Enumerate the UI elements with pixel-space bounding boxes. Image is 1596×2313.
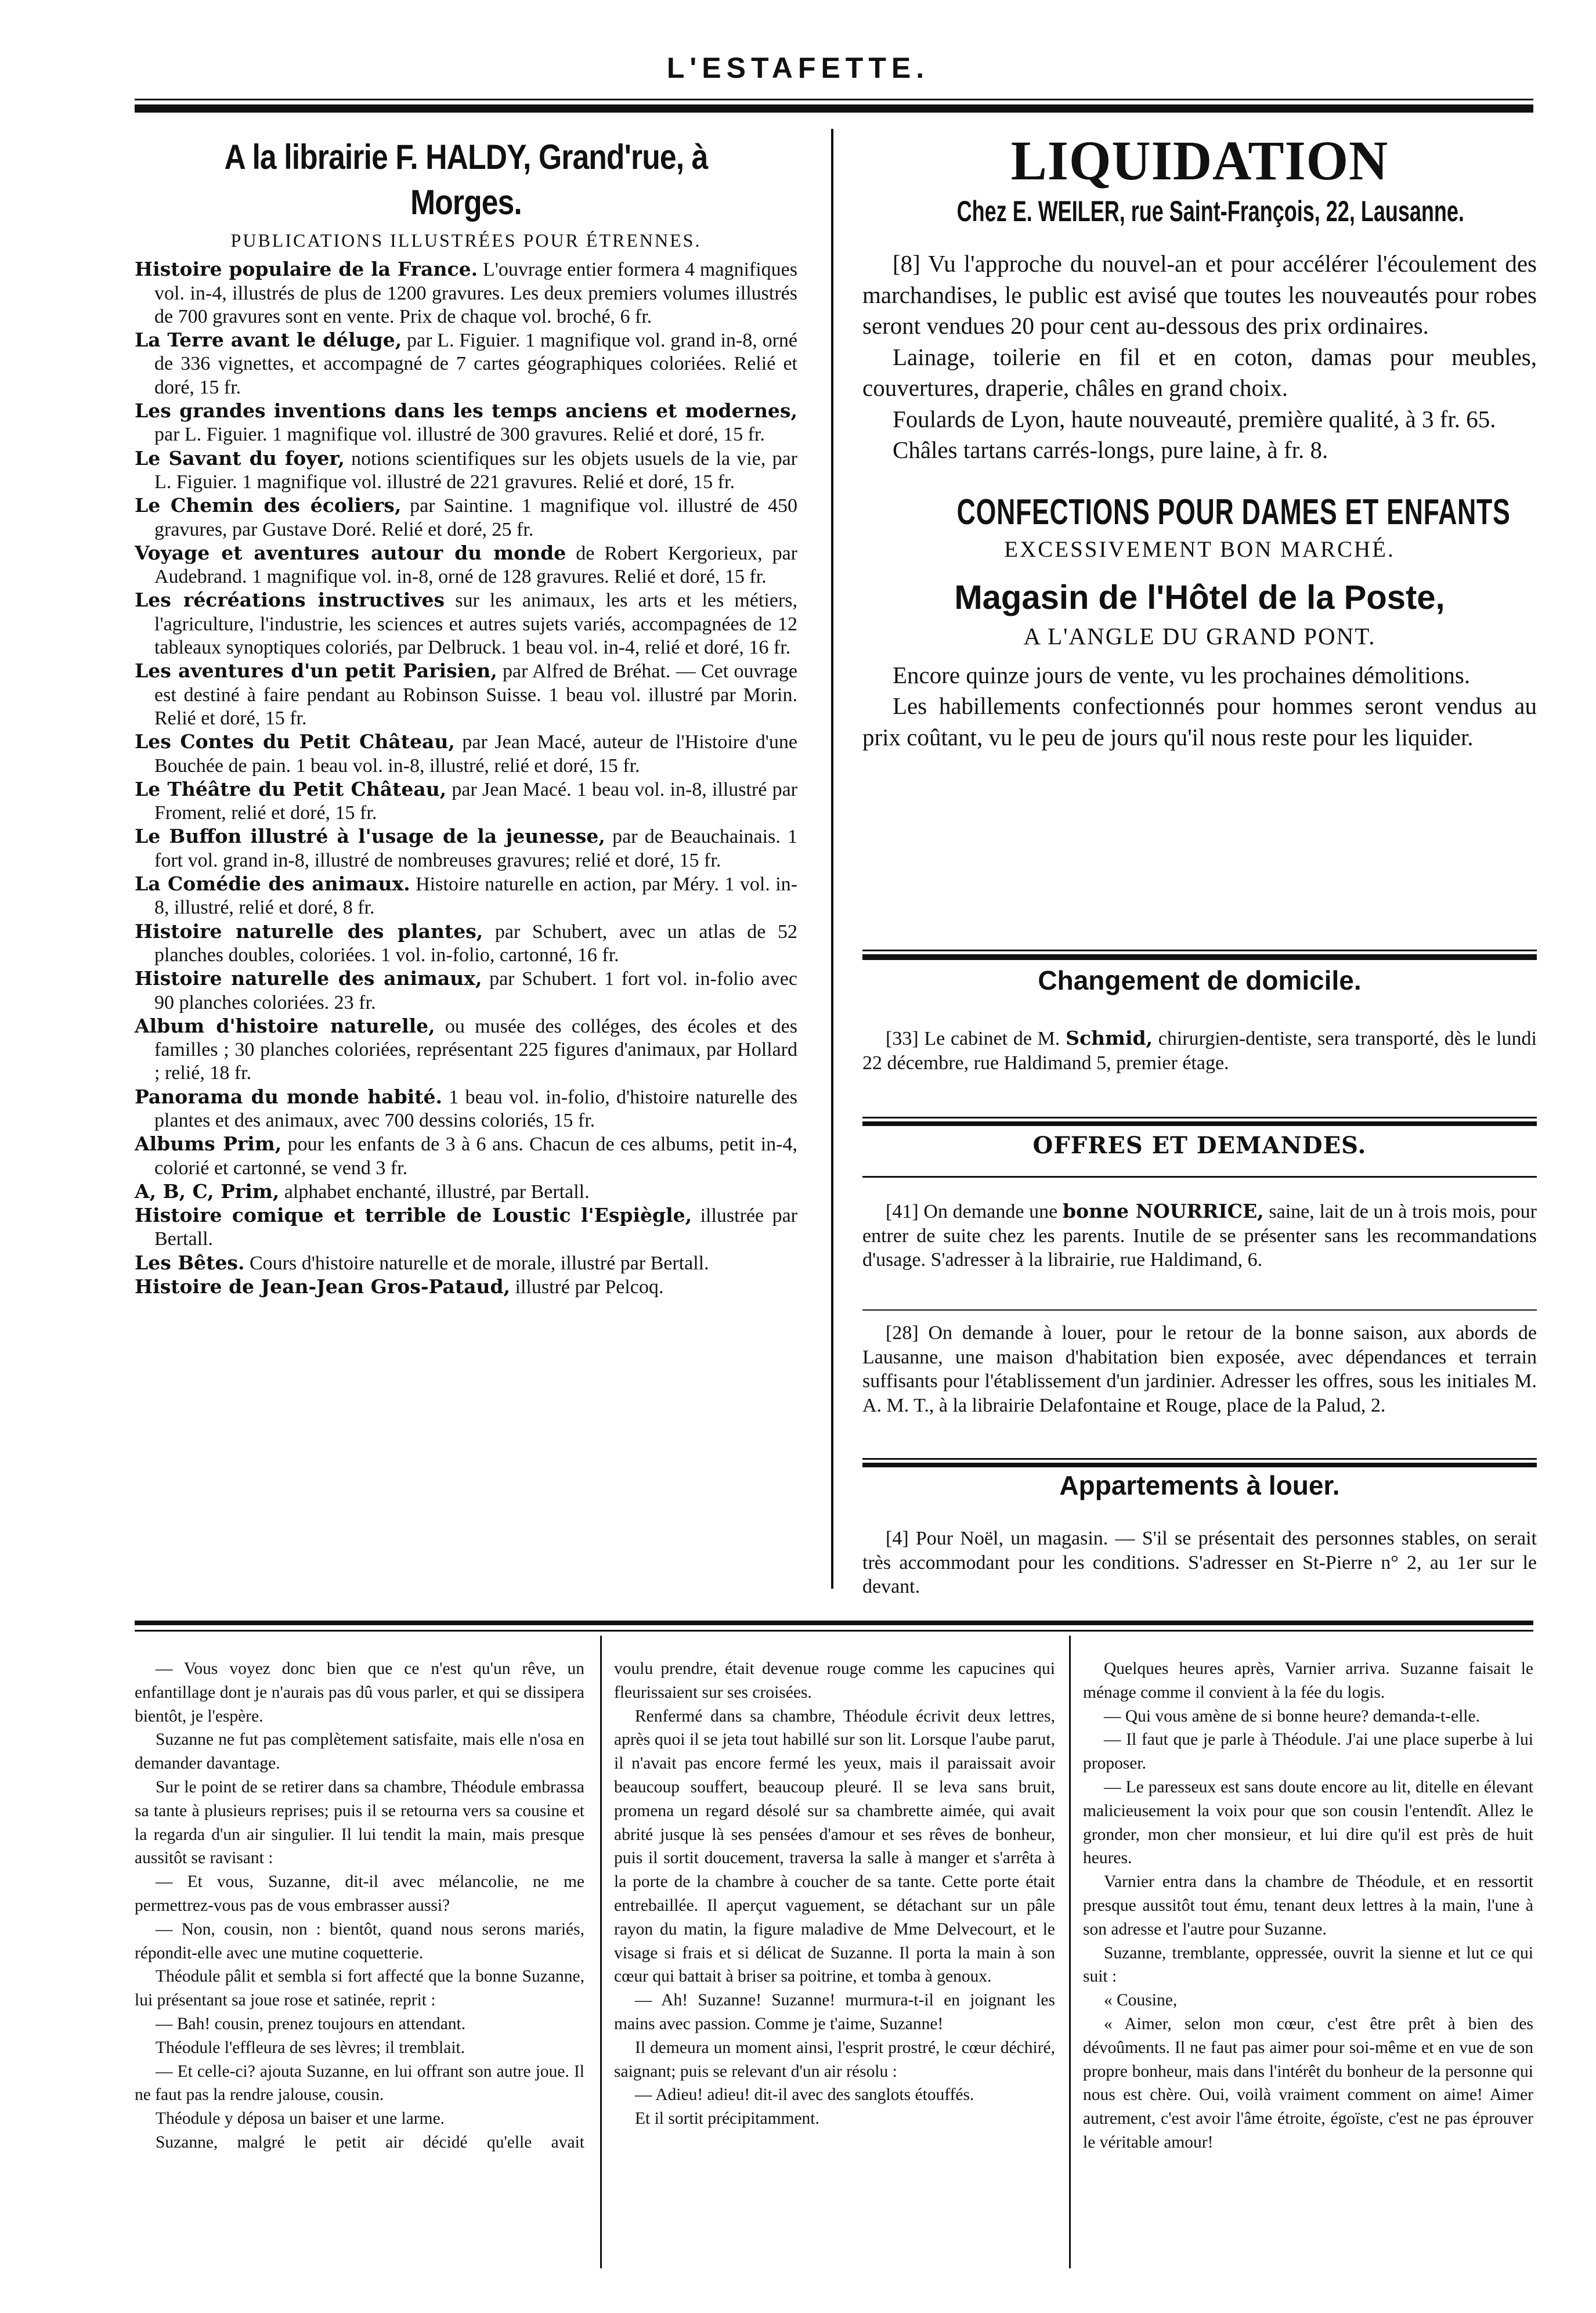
feuilleton-paragraph: voulu prendre, était devenue rouge comme les capucines qui fleurissaient sur ses croisées.	[614, 1659, 1055, 1702]
book-title: Histoire de Jean-Jean Gros-Pataud,	[135, 1275, 511, 1298]
book-description: par Jean Macé. 1 beau vol. in-8, illustré par Froment, relié et doré, 15 fr.	[154, 778, 797, 824]
book-title: A, B, C, Prim,	[135, 1179, 280, 1203]
offre-nourrice	[862, 1199, 1537, 1272]
feuilleton-paragraph: Renfermé dans sa chambre, Théodule écrivit deux lettres, après quoi il se jeta tout habillé sur son lit. Lorsque l'aube parut, il n'avait pas encore fermé les yeux, mais il paraissait avoir beaucoup souffert, beaucoup pleuré. Il se leva sans bruit, promena un regard désolé sur sa chambrette aimée, qui avait abrité jusque là ses pensées d'amour et ses rêves de bonheur, puis il sortit doucement, traversa la salle à manger et s'arrêta à la porte de la chambre à coucher de sa tante. Cette porte était entrebaillée. Il aperçut vaguement, se détachant sur un pâle rayon du matin, la figure maladive de Mme Delvecourt, et le visage si frais et si délicat de Suzanne. Il porta la main à son cœur qui battait à briser sa poitrine, et tomba à genoux.	[614, 1706, 1055, 1986]
section-rule	[862, 1117, 1537, 1118]
liquidation-title: LIQUIDATION	[1010, 129, 1389, 192]
book-entry	[135, 1251, 797, 1275]
changement-name: Schmid,	[1066, 1027, 1153, 1049]
book-title: Les Bêtes.	[135, 1251, 245, 1274]
masthead-rule-thin	[135, 99, 1533, 100]
book-entry	[135, 1180, 797, 1204]
book-title: Histoire naturelle des plantes,	[135, 919, 483, 943]
haldy-header: A la librairie F. HALDY, Grand'rue, à Morges.	[224, 138, 708, 222]
feuilleton-paragraph: — Qui vous amène de si bonne heure? demanda-t-elle.	[1104, 1706, 1480, 1726]
section-rule	[862, 1176, 1537, 1178]
book-title: La Comédie des animaux.	[135, 872, 410, 896]
book-entry	[135, 1015, 797, 1085]
book-title: Le Buffon illustré à l'usage de la jeunesse,	[135, 825, 605, 848]
book-description: ou musée des colléges, des écoles et des familles ; 30 planches coloriées, représentant 225 figures d'animaux, par Hollard ; relié, 18 fr.	[154, 1015, 798, 1084]
column-divider	[831, 129, 833, 1589]
book-entry	[135, 494, 797, 542]
book-description: Cours d'histoire naturelle et de morale, illustré par Bertall.	[244, 1252, 709, 1274]
section-rule	[862, 1309, 1537, 1311]
magasin-title: Magasin de l'Hôtel de la Poste,	[954, 578, 1445, 616]
book-entry	[135, 920, 797, 968]
feuilleton-paragraph: Et il sortit précipitamment.	[635, 2109, 819, 2128]
book-description: par Schubert, avec un atlas de 52 planches doubles, coloriées. 1 vol. in-folio, cartonné, 16 fr.	[154, 921, 797, 966]
section-rule	[862, 1121, 1537, 1126]
book-description: par L. Figuier. 1 magnifique vol. illustré de 300 gravures. Relié et doré, 15 fr.	[154, 424, 765, 446]
book-title: Le Savant du foyer,	[135, 446, 345, 470]
book-entry	[135, 258, 797, 329]
feuilleton-paragraph: Théodule pâlit et sembla si fort affecté que la bonne Suzanne, lui présentant sa joue rose et satinée, reprit :	[135, 1967, 584, 2010]
feuilleton-paragraph: Suzanne ne fut pas complètement satisfaite, mais elle n'osa en demander davantage.	[135, 1730, 584, 1773]
offres-title: OFFRES ET DEMANDES.	[1032, 1132, 1367, 1159]
section-rule	[862, 950, 1537, 951]
book-entry	[135, 542, 797, 589]
book-description: pour les enfants de 3 à 6 ans. Chacun de ces albums, petit in-4, colorié et cartonné, se vend 3 fr.	[154, 1134, 797, 1179]
book-description: L'ouvrage entier formera 4 magnifiques vol. in-4, illustrés de plus de 1200 gravures. Les deux premiers volumes illustrés de 700 gravures sont en vente. Prix de chaque vol. broché, 6 fr.	[154, 259, 797, 327]
book-description: de Robert Kergorieux, par Audebrand. 1 magnifique vol. in-8, orné de 128 gravures. Relié et doré, 15 fr.	[154, 542, 798, 588]
section-rule	[862, 954, 1537, 960]
book-title: Le Chemin des écoliers,	[135, 494, 402, 517]
book-entry	[135, 1204, 797, 1251]
weiler-address: Chez E. WEILER, rue Saint-François, 22, Lausanne.	[956, 195, 1464, 228]
book-entry	[135, 659, 797, 730]
haldy-advertisement	[135, 135, 797, 1299]
feuilleton-paragraph: — Vous voyez donc bien que ce n'est qu'un rêve, un enfantillage dont je n'aurais pas dû vous parler, et qui se dissipera bientôt, je l'espère.	[135, 1659, 584, 1726]
book-entry	[135, 399, 797, 447]
masthead-title: L'ESTAFETTE.	[666, 52, 930, 84]
feuilleton-column-2	[614, 1657, 1055, 2131]
book-description: 1 beau vol. in-folio, d'histoire naturelle des plantes et des animaux, avec 700 dessins coloriés, 15 fr.	[154, 1086, 797, 1131]
feuilleton-paragraph: — Et vous, Suzanne, dit-il avec mélancolie, ne me permettrez-vous pas de vous embrasser aussi?	[135, 1872, 584, 1915]
feuilleton-paragraph: Il demeura un moment ainsi, l'esprit prostré, le cœur déchiré, saignant; puis se relevant d'un air résolu :	[614, 2038, 1055, 2081]
offre-maison	[862, 1321, 1537, 1417]
magasin-subtitle: A L'ANGLE DU GRAND PONT.	[1023, 622, 1376, 649]
liquidation-para: Foulards de Lyon, haute nouveauté, première qualité, à 3 fr. 65.	[893, 405, 1496, 432]
feuilleton-paragraph: — Bah! cousin, prenez toujours en attendant.	[156, 2014, 466, 2033]
book-title: La Terre avant le déluge,	[135, 329, 402, 352]
magasin-para: Les habillements confectionnés pour hommes seront vendus au prix coûtant, vu le peu de jours qu'il nous reste pour les liquider.	[862, 692, 1537, 750]
changement-pre: [33] Le cabinet de M.	[886, 1028, 1066, 1049]
feuilleton-divider	[1069, 1636, 1071, 2268]
book-title: Le Théâtre du Petit Château,	[135, 777, 447, 800]
haldy-subheader: PUBLICATIONS ILLUSTRÉES POUR ÉTRENNES.	[230, 230, 702, 251]
feuilleton-paragraph: — Le paresseux est sans doute encore au lit, ditelle en élevant malicieusement la voix pour que son cousin l'entendît. Allez le gronder, mon cher monsieur, et lui dire qu'il est près de huit heures.	[1083, 1777, 1533, 1868]
changement-notice	[862, 1026, 1537, 1075]
book-entry	[135, 1275, 797, 1299]
book-entry	[135, 967, 797, 1015]
feuilleton-paragraph: Théodule y déposa un baiser et une larme.	[156, 2109, 445, 2128]
book-title: Album d'histoire naturelle,	[135, 1014, 435, 1037]
right-column	[862, 129, 1537, 753]
feuilleton-paragraph: « Cousine,	[1104, 1991, 1178, 2010]
section-rule	[862, 1458, 1537, 1460]
magasin-para: Encore quinze jours de vente, vu les prochaines démolitions.	[893, 661, 1471, 688]
feuilleton-paragraph: Varnier entra dans la chambre de Théodule, et en ressortit presque aussitôt tout ému, tenant deux lettres à la main, l'une à son adresse et l'autre pour Suzanne.	[1083, 1872, 1533, 1939]
appartements-text: [4] Pour Noël, un magasin. — S'il se présentait des personnes stables, on serait très accommodant pour les conditions. S'adresser en St-Pierre n° 2, au 1er sur le devant.	[862, 1528, 1537, 1597]
offre2-text: [28] On demande à louer, pour le retour de la bonne saison, aux abords de Lausanne, une maison d'habitation bien exposée, avec dépendances et terrain suffisants pour l'établissement d'un jardinier. Adresser les offres, sous les initiales M. A. M. T., à la librairie Delafontaine et Rouge, place de la Palud, 2.	[862, 1322, 1537, 1416]
liquidation-para: [8] Vu l'approche du nouvel-an et pour accélérer l'écoulement des marchandises, le public est avisé que toutes les nouveautés pour robes seront vendues 20 pour cent au-dessous des prix ordinaires.	[862, 250, 1537, 339]
feuilleton-paragraph: Sur le point de se retirer dans sa chambre, Théodule embrassa sa tante à plusieurs reprises; puis il se retourna vers sa cousine et la regarda d'un air singulier. Il lui tendit la main, mais presque aussitôt se ravisant :	[135, 1777, 584, 1868]
book-entry	[135, 872, 797, 920]
magasin-text	[862, 660, 1537, 753]
book-title: Les aventures d'un petit Parisien,	[135, 659, 497, 683]
feuilleton-paragraph: Quelques heures après, Varnier arriva. Suzanne faisait le ménage comme il convient à la fée du logis.	[1083, 1659, 1533, 1702]
book-entry	[135, 825, 797, 872]
book-entry	[135, 1085, 797, 1133]
confections-title: CONFECTIONS POUR DAMES ET ENFANTS	[956, 492, 1511, 532]
feuilleton-divider	[600, 1636, 602, 2268]
feuilleton-paragraph: — Ah! Suzanne! Suzanne! murmura-t-il en joignant les mains avec passion. Comme je t'aime, Suzanne!	[614, 1991, 1055, 2033]
liquidation-para: Lainage, toilerie en fil et en coton, damas pour meubles, couvertures, draperie, châles en grand choix.	[862, 343, 1537, 401]
appartements-title: Appartements à louer.	[1059, 1470, 1340, 1500]
book-title: Les récréations instructives	[135, 589, 445, 612]
book-description: par Alfred de Bréhat. — Cet ouvrage est destiné à faire pendant au Robinson Suisse. 1 beau vol. illustré par Morin. Relié et doré, 15 fr.	[154, 661, 797, 729]
book-entry	[135, 447, 797, 495]
liquidation-para: Châles tartans carrés-longs, pure laine, à fr. 8.	[893, 436, 1328, 463]
offre1-post: saine, lait de un à trois mois, pour entrer de suite chez les parents. Inutile de se présenter sans les recommandations d'usage. S'adresser à la librairie, rue Haldimand, 6.	[862, 1201, 1537, 1271]
offre1-bold: bonne NOURRICE,	[1062, 1200, 1264, 1222]
haldy-entries	[135, 258, 797, 1299]
book-description: par Jean Macé, auteur de l'Histoire d'une Bouchée de pain. 1 beau vol. in-8, illustré, relié et doré, 15 fr.	[154, 731, 797, 777]
book-description: sur les animaux, les arts et les métiers, l'agriculture, l'industrie, les sciences et autres sujets variés, accompagnées de 12 tableaux synoptiques coloriés, par Delbruck. 1 beau vol. in-4, relié et doré, 16 fr.	[154, 590, 797, 659]
book-description: par L. Figuier. 1 magnifique vol. grand in-8, orné de 336 vignettes, et accompagné de 7 cartes géographiques coloriées. Relié et doré, 15 fr.	[154, 330, 797, 398]
book-description: notions scientifiques sur les objets usuels de la vie, par L. Figuier. 1 magnifique vol. illustré de 221 gravures. Relié et doré, 15 fr.	[154, 448, 797, 493]
appartements-notice	[862, 1527, 1537, 1599]
book-title: Les Contes du Petit Château,	[135, 730, 455, 753]
masthead-rule-thick	[135, 104, 1533, 113]
book-entry	[135, 589, 797, 659]
book-title: Panorama du monde habité.	[135, 1085, 442, 1108]
feuilleton-paragraph: — Non, cousin, non : bientôt, quand nous serons mariés, répondit-elle avec une mutine coquetterie.	[135, 1919, 584, 1962]
book-title: Albums Prim,	[135, 1132, 282, 1156]
book-entry	[135, 730, 797, 778]
changement-post: chirurgien-dentiste, sera transporté, dès le lundi 22 décembre, rue Haldimand 5, premier étage.	[862, 1028, 1537, 1074]
book-description: par Saintine. 1 magnifique vol. illustré de 450 gravures, par Gustave Doré. Relié et doré, 25 fr.	[154, 495, 797, 540]
book-title: Histoire comique et terrible de Loustic l'Espiègle,	[135, 1204, 692, 1227]
feuilleton-rule-thin	[135, 1630, 1533, 1632]
changement-title: Changement de domicile.	[1038, 965, 1362, 995]
book-title: Histoire naturelle des animaux,	[135, 967, 482, 990]
book-description: illustrée par Bertall.	[154, 1205, 797, 1250]
feuilleton-paragraph: — Et celle-ci? ajouta Suzanne, en lui offrant son autre joue. Il ne faut pas la rendre jalouse, cousin.	[135, 2062, 584, 2105]
feuilleton-paragraph: — Adieu! adieu! dit-il avec des sanglots étouffés.	[635, 2085, 974, 2105]
book-description: Histoire naturelle en action, par Méry. 1 vol. in-8, illustré, relié et doré, 8 fr.	[154, 874, 797, 919]
book-description: alphabet enchanté, illustré, par Bertall.	[279, 1181, 590, 1203]
feuilleton-paragraph: Suzanne, tremblante, oppressée, ouvrit la sienne et lut ce qui suit :	[1083, 1943, 1533, 1986]
liquidation-text	[862, 248, 1537, 466]
book-description: illustré par Pelcoq.	[510, 1276, 664, 1298]
feuilleton-paragraph: Suzanne, malgré le petit air décidé qu'elle avait	[156, 2132, 584, 2152]
feuilleton-paragraph: Théodule l'effleura de ses lèvres; il tremblait.	[156, 2038, 465, 2057]
confections-subtitle: EXCESSIVEMENT BON MARCHÉ.	[1004, 536, 1395, 562]
book-description: par de Beauchainais. 1 fort vol. grand in-8, illustré de nombreuses gravures; relié et doré, 15 fr.	[154, 826, 797, 871]
book-title: Voyage et aventures autour du monde	[135, 541, 566, 564]
section-rule	[862, 1463, 1537, 1467]
book-title: Histoire populaire de la France.	[135, 258, 478, 281]
feuilleton-column-3	[1083, 1657, 1533, 2155]
book-entry	[135, 1132, 797, 1180]
feuilleton-column-1	[135, 1657, 584, 2155]
offre1-pre: [41] On demande une	[886, 1201, 1063, 1222]
book-entry	[135, 329, 797, 399]
book-entry	[135, 778, 797, 825]
feuilleton-paragraph: « Aimer, selon mon cœur, c'est être prêt à bien des dévoûments. Il ne faut pas aimer pour soi-même et en vue de son propre bonheur, mais dans l'intérêt du bonheur de la personne qui nous est chère. Oui, voilà vraiment comment on aime! Aimer autrement, c'est avoir l'âme étroite, égoïste, c'est ne pas éprouver le véritable amour!	[1083, 2014, 1533, 2152]
book-description: par Schubert. 1 fort vol. in-folio avec 90 planches coloriées. 23 fr.	[154, 968, 797, 1013]
feuilleton-paragraph: — Il faut que je parle à Théodule. J'ai une place superbe à lui proposer.	[1083, 1730, 1533, 1773]
feuilleton-rule-thick	[135, 1621, 1533, 1625]
book-title: Les grandes inventions dans les temps anciens et modernes,	[135, 399, 797, 423]
